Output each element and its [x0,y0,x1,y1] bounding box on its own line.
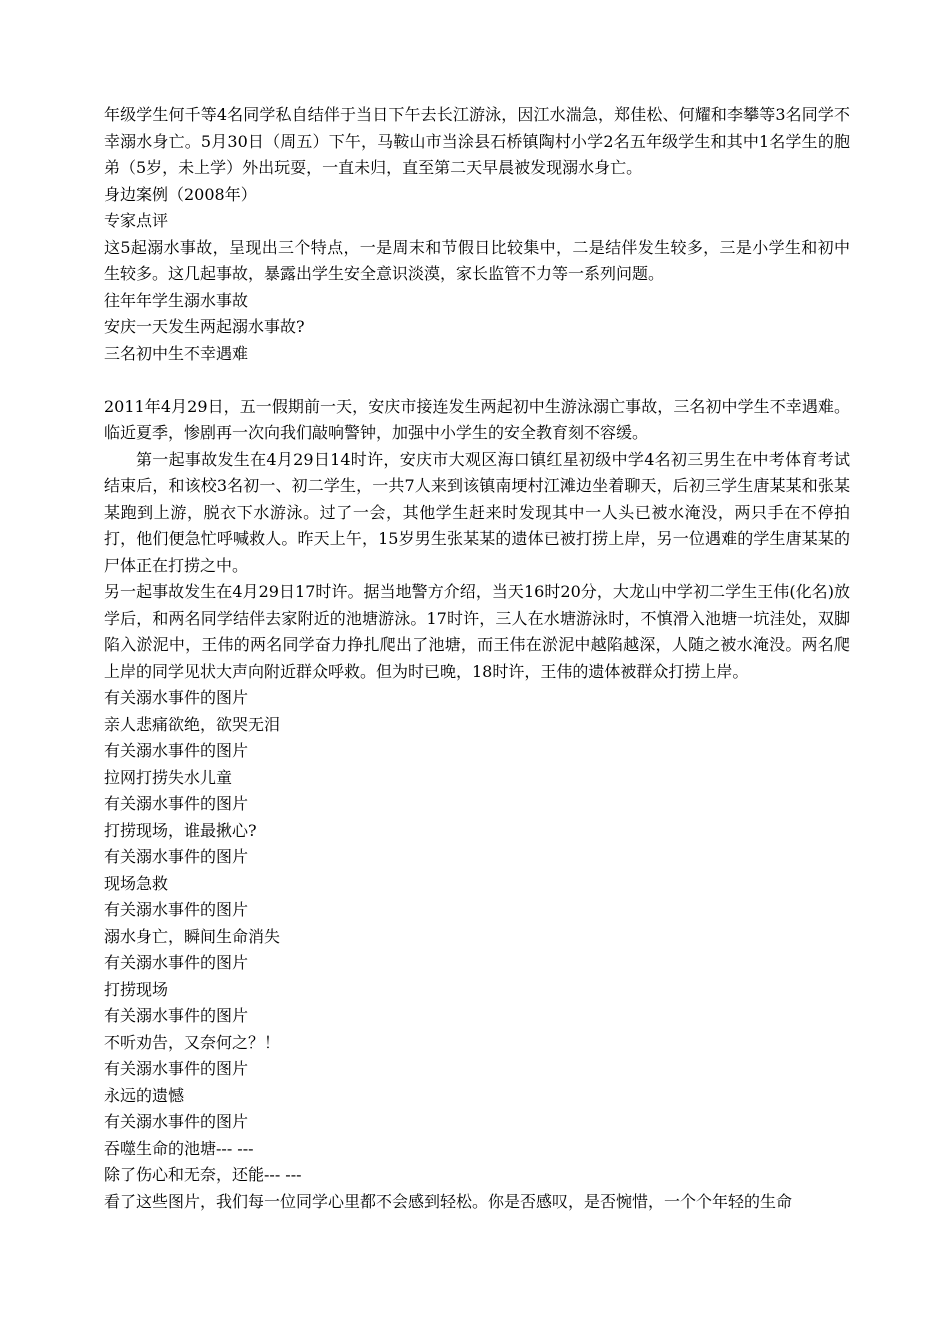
picture-caption: 亲人悲痛欲绝，欲哭无泪 [104,714,281,734]
paragraph-reflection: 看了这些图片，我们每一位同学心里都不会感到轻松。你是否感叹，是否惋惜，一个个年轻的生命 [104,1191,793,1211]
heading-past-accidents: 往年年学生溺水事故 [104,290,249,310]
heading-three-students: 三名初中生不幸遇难 [104,343,249,363]
picture-caption: 不听劝告，又奈何之？！ [104,1032,281,1052]
picture-caption-label: 有关溺水事件的图片 [104,741,249,760]
picture-caption-label: 有关溺水事件的图片 [104,953,249,972]
paragraph-intro-2011: 2011年4月29日，五一假期前一天，安庆市接连发生两起初中生游泳溺亡事故，三名初中学生不幸遇难。临近夏季，惨剧再一次向我们敲响警钟，加强中小学生的安全教育刻不容缓。 [104,396,850,442]
picture-caption-label: 有关溺水事件的图片 [104,1059,249,1078]
paragraph-case-summary: 年级学生何千等4名同学私自结伴于当日下午去长江游泳，因江水湍急，郑佳松、何耀和李攀等3名同学不幸溺水身亡。5月30日（周五）下午，马鞍山市当涂县石桥镇陶村小学2名五年级学生和其中1名学生的胞弟（5岁，未上学）外出玩耍，一直未归，直至第二天早晨被发现溺水身亡。 [104,105,850,177]
heading-expert-comment: 专家点评 [104,211,169,230]
paragraph-second-accident: 另一起事故发生在4月29日17时许。据当地警方介绍，当天16时20分，大龙山中学初二学生王伟(化名)放学后，和两名同学结伴去家附近的池塘游泳。17时许，三人在水塘游泳时，不慎滑入池塘一坑洼处，双脚陷入淤泥中，王伟的两名同学奋力挣扎爬出了池塘，而王伟在淤泥中越陷越深，人随之被水淹没。两名爬上岸的同学见状大声向附近群众呼救。但为时已晚，18时许，王伟的遗体被群众打捞上岸。 [104,582,850,681]
document-page [104,102,850,1215]
picture-caption: 永远的遗憾 [104,1085,185,1105]
picture-caption: 除了伤心和无奈，还能--- --- [104,1165,302,1184]
picture-caption-label: 有关溺水事件的图片 [104,847,249,866]
picture-caption: 溺水身亡，瞬间生命消失 [104,926,281,946]
picture-caption: 现场急救 [104,873,169,893]
picture-caption: 吞噬生命的池塘--- --- [104,1138,254,1158]
picture-caption-label: 有关溺水事件的图片 [104,794,249,813]
picture-caption-label: 有关溺水事件的图片 [104,1006,249,1025]
picture-caption: 打捞现场 [104,979,169,999]
picture-caption: 打捞现场，谁最揪心? [104,820,257,840]
picture-caption-label: 有关溺水事件的图片 [104,1112,249,1131]
heading-nearby-cases: 身边案例（2008年） [104,184,257,204]
paragraph-first-accident: 第一起事故发生在4月29日14时许，安庆市大观区海口镇红星初级中学4名初三男生在中考体育考试结束后，和该校3名初一、初二学生，一共7人来到该镇南埂村江滩边坐着聊天，后初三学生唐某某和张某某跑到上游，脱衣下水游泳。过了一会，其他学生赶来时发现其中一人头已被水淹没，两只手在不停拍打，他们便急忙呼喊救人。昨天上午，15岁男生张某某的遗体已被打捞上岸，另一位遇难的学生唐某某的尸体正在打捞之中。 [104,449,850,575]
picture-caption: 拉网打捞失水儿童 [104,767,233,787]
heading-anqing-two-accidents: 安庆一天发生两起溺水事故? [104,317,305,336]
picture-caption-label: 有关溺水事件的图片 [104,688,249,707]
paragraph-expert-comment: 这5起溺水事故，呈现出三个特点，一是周末和节假日比较集中，二是结伴发生较多，三是小学生和初中生较多。这几起事故，暴露出学生安全意识淡漠，家长监管不力等一系列问题。 [104,237,850,283]
picture-caption-label: 有关溺水事件的图片 [104,900,249,919]
blank-line [104,367,850,394]
